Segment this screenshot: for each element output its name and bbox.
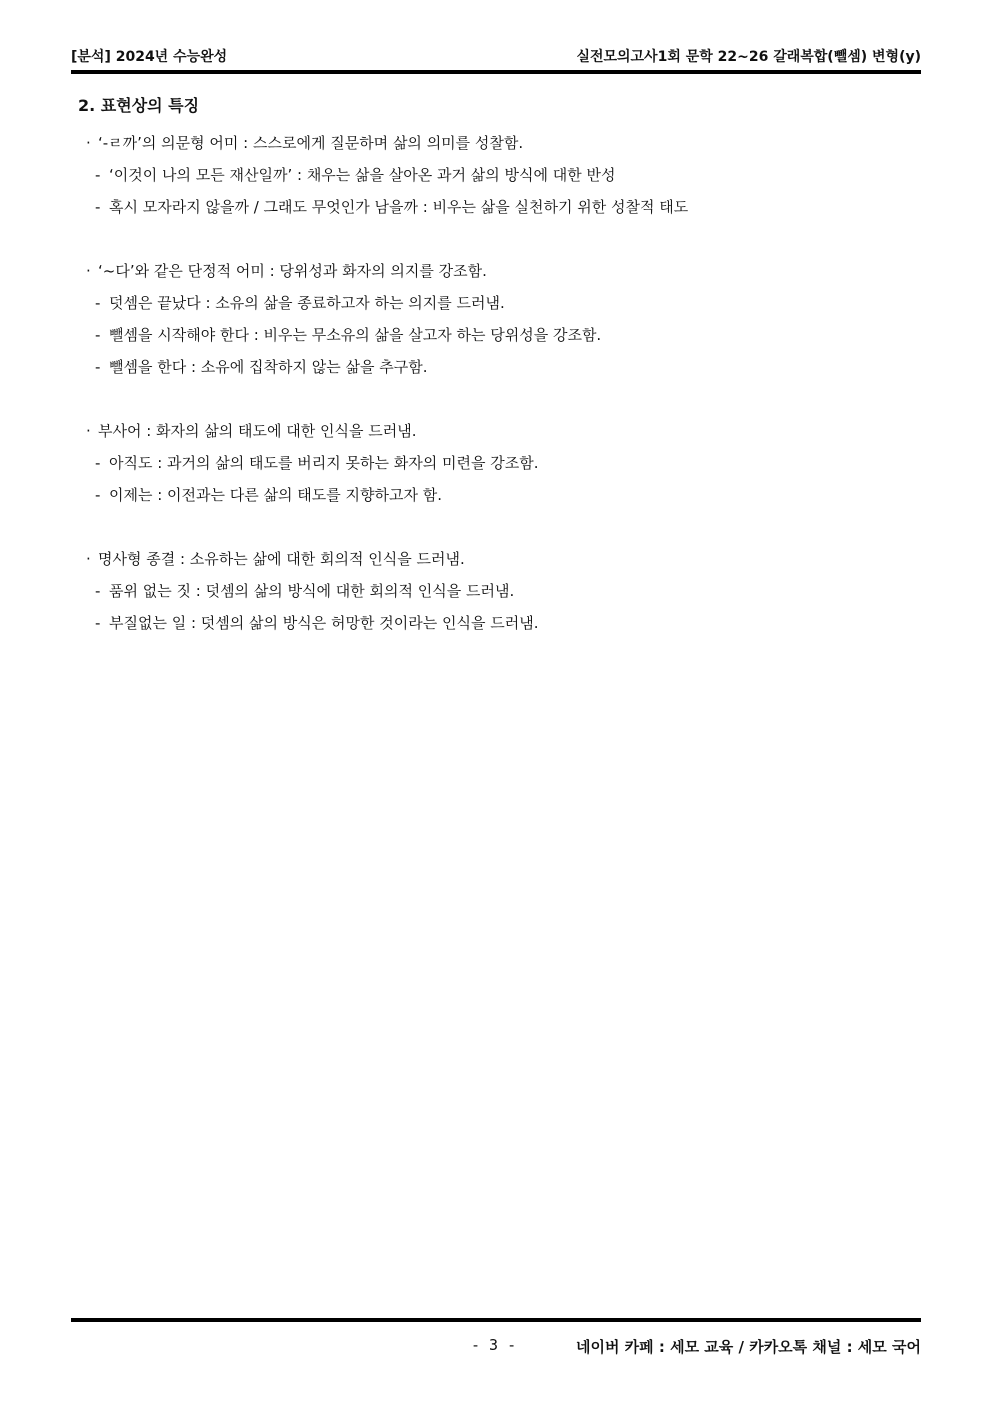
bullet-mark: · — [86, 134, 91, 152]
document-body — [78, 94, 918, 671]
feature-sub-item — [78, 319, 918, 351]
feature-bullet — [78, 255, 918, 287]
dash-mark: - — [95, 166, 101, 184]
header-left-title: [분석] 2024년 수능완성 — [71, 49, 228, 65]
dash-mark: - — [95, 486, 101, 504]
feature-sub-item-text: 뺄셈을 한다 : 소유에 집착하지 않는 삶을 추구함. — [109, 358, 428, 376]
feature-sub-item-text: 품위 없는 짓 : 덧셈의 삶의 방식에 대한 회의적 인식을 드러냄. — [109, 582, 515, 600]
feature-sub-item-text: ‘이것이 나의 모든 재산일까’ : 채우는 삶을 살아온 과거 삶의 방식에 대한 반성 — [109, 166, 616, 184]
page-footer — [71, 1334, 921, 1360]
feature-sub-item — [78, 159, 918, 191]
section-title: 2. 표현상의 특징 — [78, 96, 200, 115]
feature-sub-item-text: 아직도 : 과거의 삶의 태도를 버리지 못하는 화자의 미련을 강조함. — [109, 454, 539, 472]
feature-sub-item — [78, 191, 918, 223]
feature-sub-item — [78, 447, 918, 479]
feature-bullet — [78, 127, 918, 159]
feature-sub-item — [78, 575, 918, 607]
feature-sub-item — [78, 607, 918, 639]
feature-bullet-text: 명사형 종결 : 소유하는 삶에 대한 회의적 인식을 드러냄. — [98, 550, 465, 568]
footer-channel-text: 네이버 카페 : 세모 교육 / 카카오톡 채널 : 세모 국어 — [575, 1338, 921, 1356]
feature-sub-item — [78, 479, 918, 511]
bullet-mark: · — [86, 262, 91, 280]
dash-mark: - — [95, 198, 101, 216]
footer-divider — [71, 1318, 921, 1322]
feature-sub-item — [78, 351, 918, 383]
feature-bullet — [78, 543, 918, 575]
feature-bullet — [78, 415, 918, 447]
header-divider — [71, 70, 921, 74]
dash-mark: - — [95, 358, 101, 376]
feature-group-declarative-ending — [78, 255, 918, 383]
feature-sub-item-text: 부질없는 일 : 덧셈의 삶의 방식은 허망한 것이라는 인식을 드러냄. — [109, 614, 539, 632]
feature-sub-item-text: 혹시 모자라지 않을까 / 그래도 무엇인가 남을까 : 비우는 삶을 실천하기 위한 성찰적 태도 — [109, 198, 689, 216]
dash-mark: - — [95, 454, 101, 472]
feature-sub-item — [78, 287, 918, 319]
feature-group-noun-ending — [78, 543, 918, 639]
dash-mark: - — [95, 582, 101, 600]
dash-mark: - — [95, 294, 101, 312]
feature-group-question-ending — [78, 127, 918, 223]
header-right-title: 실전모의고사1회 문학 22~26 갈래복합(뺄셈) 변형(y) — [576, 49, 921, 65]
feature-bullet-text: ‘~다’와 같은 단정적 어미 : 당위성과 화자의 의지를 강조함. — [98, 262, 487, 280]
feature-sub-item-text: 이제는 : 이전과는 다른 삶의 태도를 지향하고자 함. — [109, 486, 443, 504]
feature-sub-item-text: 뺄셈을 시작해야 한다 : 비우는 무소유의 삶을 살고자 하는 당위성을 강조함. — [109, 326, 602, 344]
bullet-mark: · — [86, 550, 91, 568]
page-number: - 3 - — [471, 1336, 517, 1354]
feature-sub-item-text: 덧셈은 끝났다 : 소유의 삶을 종료하고자 하는 의지를 드러냄. — [109, 294, 505, 312]
feature-group-adverbial — [78, 415, 918, 511]
dash-mark: - — [95, 614, 101, 632]
bullet-mark: · — [86, 422, 91, 440]
feature-bullet-text: ‘-ㄹ까’의 의문형 어미 : 스스로에게 질문하며 삶의 의미를 성찰함. — [98, 134, 524, 152]
page-header — [71, 40, 921, 70]
dash-mark: - — [95, 326, 101, 344]
feature-bullet-text: 부사어 : 화자의 삶의 태도에 대한 인식을 드러냄. — [98, 422, 417, 440]
